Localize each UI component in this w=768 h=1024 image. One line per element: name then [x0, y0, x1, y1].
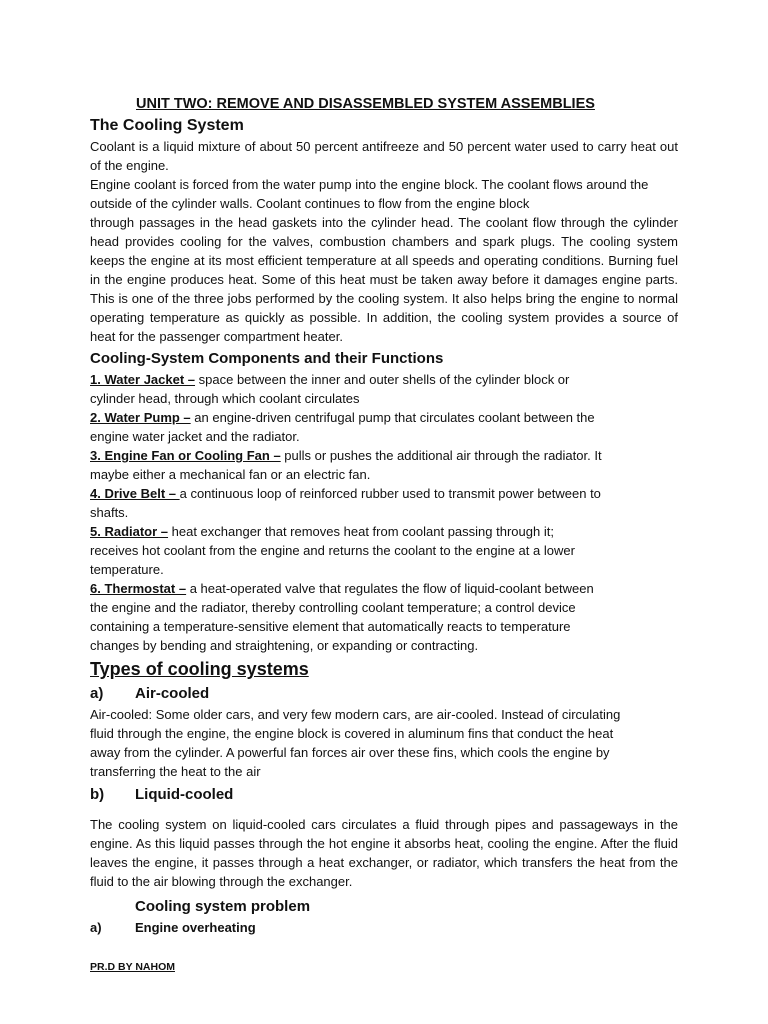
component-term: 2. Water Pump –: [90, 410, 191, 425]
footer-credit: PR.D BY NAHOM: [90, 961, 175, 973]
text-line: away from the cylinder. A powerful fan forces air over these fins, which cools the engine by: [90, 745, 610, 760]
subheading-air-cooled: [90, 683, 678, 705]
paragraph-coolant-flow-b: through passages in the head gaskets into the cylinder head. The coolant flow through the cylinder head provides cooling for the valves, combustion chambers and spark plugs. The cooling system keeps the engine at its most efficient temperature at all speeds and operating conditions. Burning fuel in the engine produces heat. Some of this heat must be taken away before it damages engine parts. This is one of the three jobs performed by the cooling system. It also helps bring the engine to normal operating temperature as quickly as possible. In addition, the cooling system provides a source of heat for the passenger compartment heater.: [90, 215, 678, 344]
section-heading-problem: Cooling system problem: [135, 898, 311, 915]
component-desc: maybe either a mechanical fan or an electric fan.: [90, 467, 371, 482]
component-desc: cylinder head, through which coolant circulates: [90, 391, 360, 406]
component-desc: a continuous loop of reinforced rubber used to transmit power between to: [179, 486, 601, 501]
component-term: 3. Engine Fan or Cooling Fan –: [90, 448, 281, 463]
component-desc: pulls or pushes the additional air through the radiator. It: [280, 448, 602, 463]
section-heading-cooling-system: The Cooling System: [90, 117, 244, 134]
section-heading-types: Types of cooling systems: [90, 659, 309, 679]
unit-title: UNIT TWO: REMOVE AND DISASSEMBLED SYSTEM ASSEMBLIES: [136, 96, 595, 112]
component-desc: containing a temperature-sensitive element that automatically reacts to temperature: [90, 619, 571, 634]
component-item-cooling-fan: [90, 446, 678, 484]
component-item-thermostat: [90, 579, 678, 655]
component-desc: the engine and the radiator, thereby controlling coolant temperature; a control device: [90, 600, 576, 615]
component-desc: receives hot coolant from the engine and returns the coolant to the engine at a lower: [90, 543, 575, 558]
component-item-water-pump: [90, 408, 678, 446]
subheading-label: Air-cooled: [135, 685, 210, 702]
component-desc: shafts.: [90, 505, 129, 520]
component-desc: an engine-driven centrifugal pump that circulates coolant between the: [190, 410, 595, 425]
paragraph-liquid-cooled: The cooling system on liquid-cooled cars circulates a fluid through pipes and passageways in the engine. As this liquid passes through the hot engine it absorbs heat, cooling the engine. After the fluid leaves the engine, it passes through a heat exchanger, or radiator, which transfers the heat from the fluid to the air blowing through the exchanger.: [90, 817, 678, 889]
text-line: fluid through the engine, the engine block is covered in aluminum fins that conduct the heat: [90, 726, 614, 741]
subheading-label: Liquid-cooled: [135, 786, 234, 803]
list-marker: a): [90, 685, 104, 702]
component-desc: heat exchanger that removes heat from coolant passing through it;: [168, 524, 554, 539]
component-desc: space between the inner and outer shells of the cylinder block or: [195, 372, 570, 387]
component-term: 1. Water Jacket –: [90, 372, 196, 387]
component-desc: engine water jacket and the radiator.: [90, 429, 300, 444]
paragraph-coolant-flow-a: Engine coolant is forced from the water pump into the engine block. The coolant flows around the outside of the cylinder walls. Coolant continues to flow from the engine block: [90, 177, 649, 211]
list-marker: b): [90, 786, 105, 803]
section-heading-components: Cooling-System Components and their Functions: [90, 350, 444, 367]
problem-item-overheating: [90, 918, 678, 937]
problem-label: Engine overheating: [135, 920, 256, 935]
subheading-liquid-cooled: [90, 784, 678, 806]
component-item-water-jacket: [90, 370, 678, 408]
list-marker: a): [90, 920, 102, 935]
component-term: 5. Radiator –: [90, 524, 169, 539]
component-desc: a heat-operated valve that regulates the flow of liquid-coolant between: [186, 581, 594, 596]
component-item-radiator: [90, 522, 678, 579]
document-content: [90, 94, 678, 937]
text-line: Air-cooled: Some older cars, and very few modern cars, are air-cooled. Instead of circulating: [90, 707, 621, 722]
component-item-drive-belt: [90, 484, 678, 522]
paragraph-coolant: Coolant is a liquid mixture of about 50 percent antifreeze and 50 percent water used to carry heat out of the engine.: [90, 139, 678, 173]
component-term: 6. Thermostat –: [90, 581, 187, 596]
component-desc: changes by bending and straightening, or expanding or contracting.: [90, 638, 479, 653]
paragraph-air-cooled: [90, 705, 678, 781]
text-line: transferring the heat to the air: [90, 764, 261, 779]
component-desc: temperature.: [90, 562, 164, 577]
component-list: [90, 370, 678, 655]
component-term: 4. Drive Belt –: [90, 486, 180, 501]
